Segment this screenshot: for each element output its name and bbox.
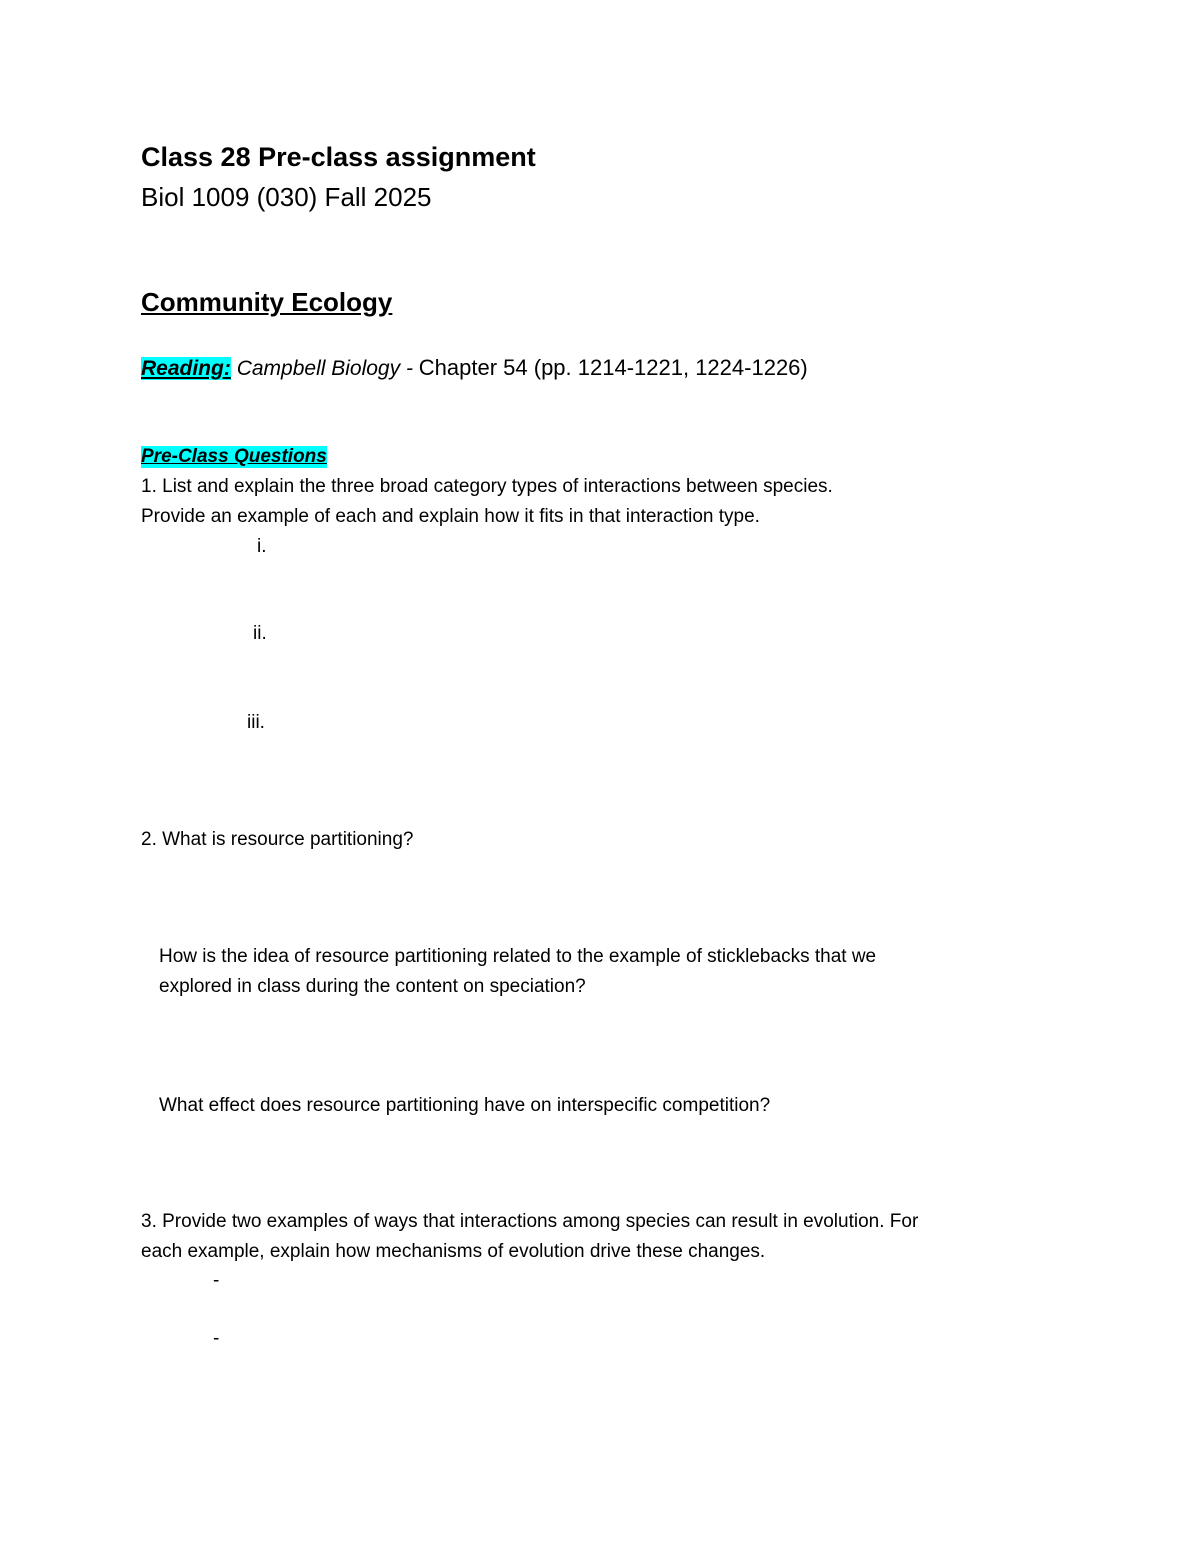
question-2-sub-2: What effect does resource partitioning have on interspecific competition? [159, 1095, 771, 1116]
reading-separator: - [400, 357, 419, 380]
reading-line [141, 355, 808, 381]
reading-book: Campbell Biology [236, 357, 401, 380]
questions-heading: Pre-Class Questions [141, 446, 327, 467]
course-subtitle: Biol 1009 (030) Fall 2025 [141, 182, 432, 212]
section-heading: Community Ecology [141, 287, 393, 317]
question-3-line-1: 3. Provide two examples of ways that interactions among species can result in evolution. For [141, 1211, 919, 1232]
question-1-line-1: 1. List and explain the three broad category types of interactions between species. [141, 476, 833, 497]
question-3-bullet-2: - [213, 1328, 220, 1349]
reading-chapter: Chapter 54 (pp. 1214-1221, 1224-1226) [418, 355, 808, 380]
question-3-line-2: each example, explain how mechanisms of evolution drive these changes. [141, 1241, 766, 1262]
reading-label: Reading: [141, 357, 231, 380]
question-2-sub-1-line-1: How is the idea of resource partitioning related to the example of sticklebacks that we [159, 946, 877, 967]
question-1-item-ii: ii. [253, 623, 267, 644]
question-1-item-iii: iii. [247, 712, 265, 733]
page-title: Class 28 Pre-class assignment [141, 142, 536, 172]
question-2-sub-1-line-2: explored in class during the content on speciation? [159, 976, 586, 997]
question-3-bullet-1: - [213, 1270, 220, 1291]
question-1-item-i: i. [257, 536, 267, 557]
question-2: 2. What is resource partitioning? [141, 829, 414, 850]
question-1-line-2: Provide an example of each and explain how it fits in that interaction type. [141, 506, 760, 527]
